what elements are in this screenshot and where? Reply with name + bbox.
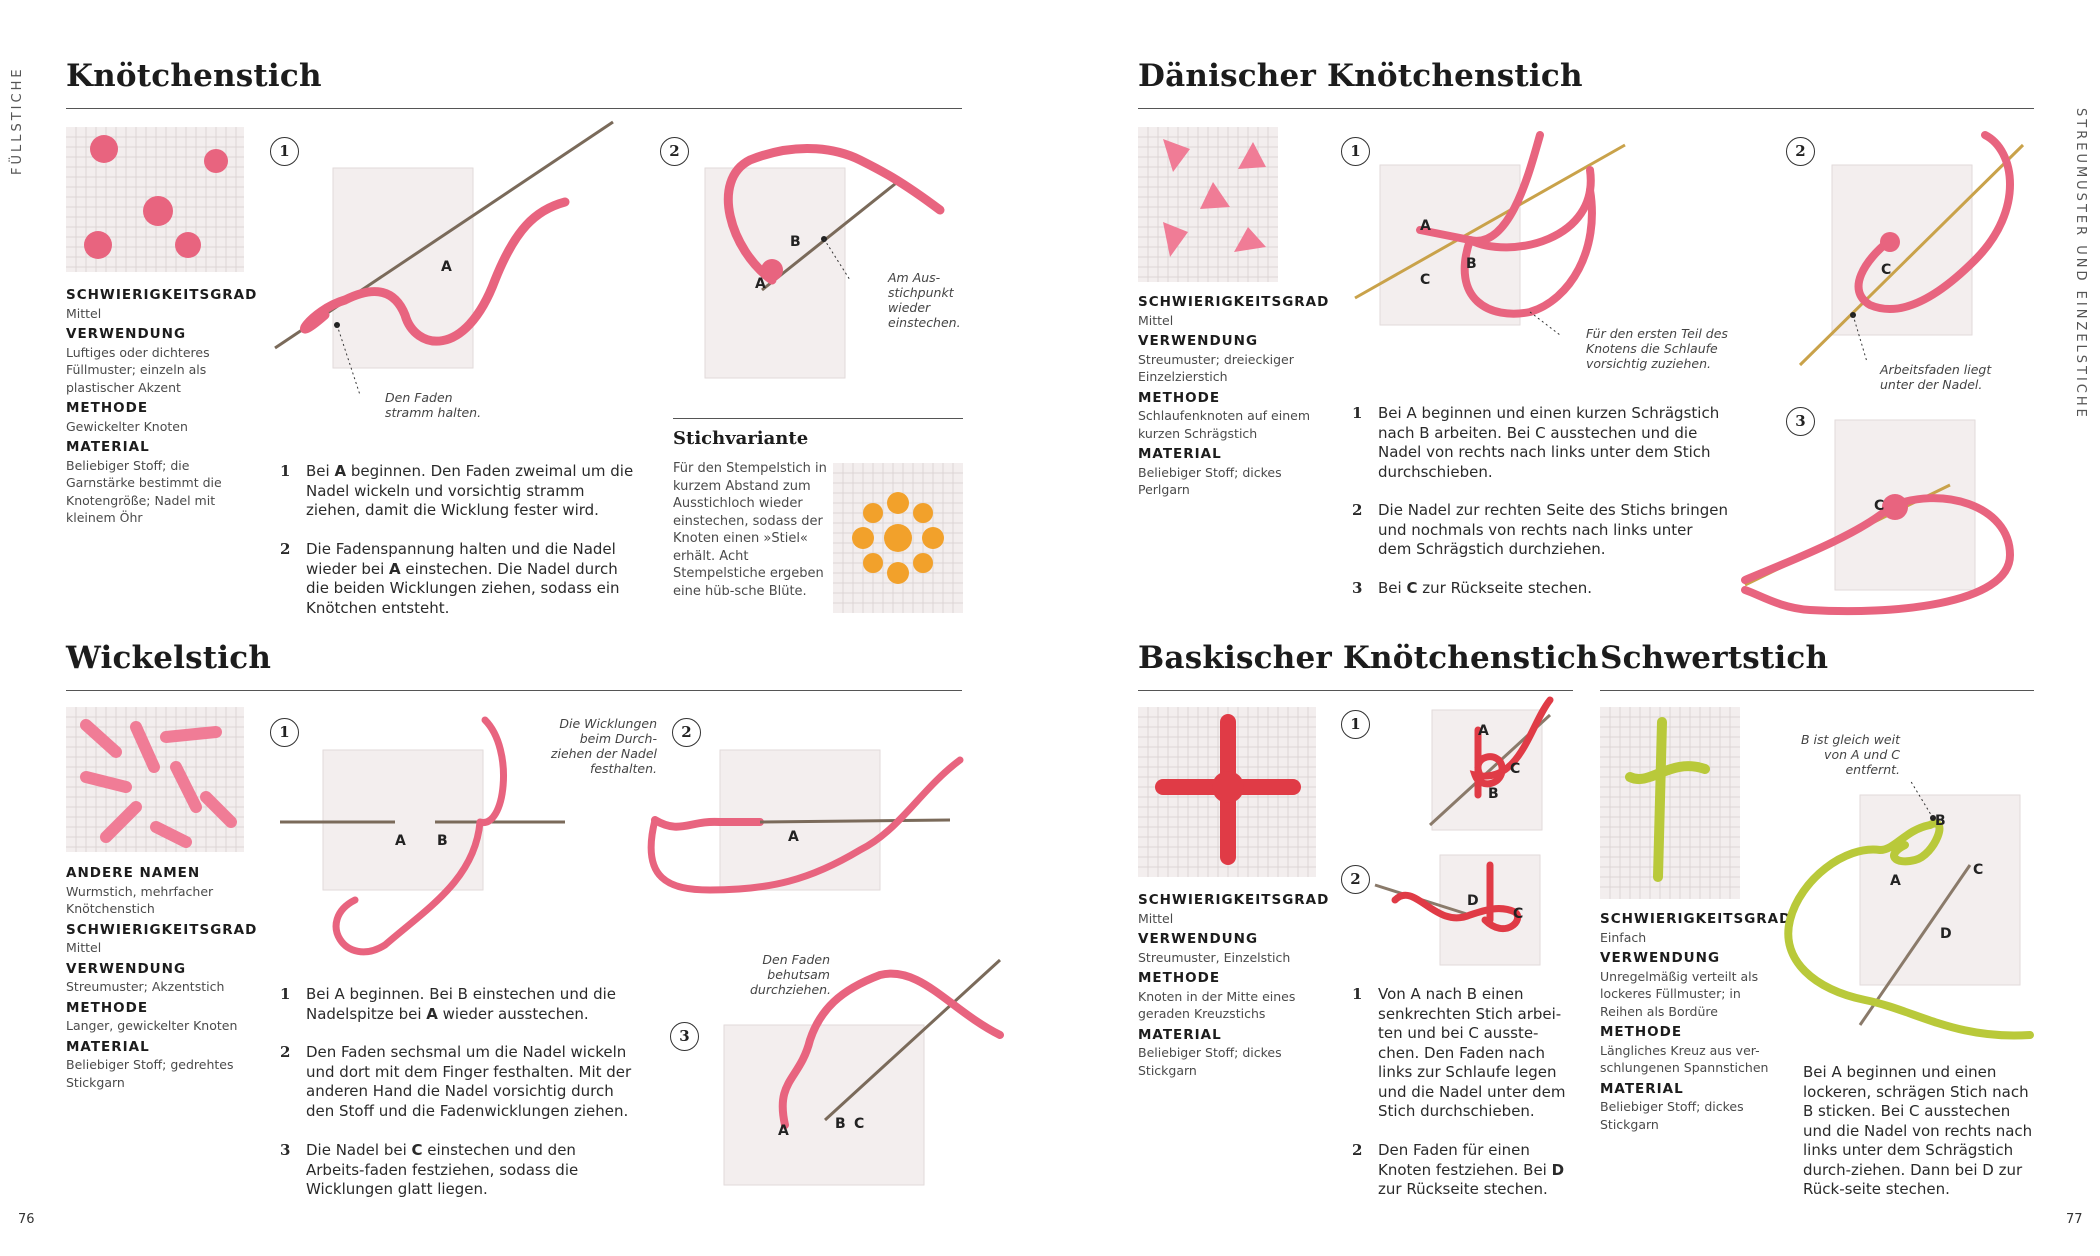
step-text: einstechen und den Arbeits-faden festziehen, sodass die Wicklungen glatt liegen. [306,1141,579,1198]
info-value: Wurmstich, mehrfacher Knötchenstich [66,883,214,916]
info-key: VERWENDUNG [66,960,187,977]
step-text: Den Faden für einen Knoten festziehen. Bei [1378,1141,1552,1179]
step-label: A [334,462,347,480]
svg-text:B: B [1466,256,1477,272]
step-text: Den Faden sechsmal um die Nadel wickeln und dort mit dem Finger festhalten. Mit der anderen Hand die Nadel vorsichtig durch den Stoff und die Fadenwicklungen ziehen. [306,1043,632,1120]
info-value: Beliebiger Stoff; die Garnstärke bestimmt die Knotengröße; Nadel mit kleinem Öhr [66,457,222,525]
svg-text:A: A [778,1123,789,1139]
info-key: VERWENDUNG [1138,333,1259,349]
step-label: C [411,1141,423,1159]
svg-text:B: B [835,1116,846,1132]
step-text: Von A nach B einen senkrechten Stich arbei-ten und bei C ausste-chen. Den Faden nach links zur Schlaufe legen und die Nadel unter dem Stich durchschieben. [1378,985,1566,1120]
basque-step1-illustration [1420,695,1560,835]
wickel-step3-illustration [720,950,1010,1190]
info-value: Einfach [1600,929,1647,945]
wickel-step1-illustration [275,710,575,960]
info-key: SCHWIERIGKEITSGRAD [1600,911,1792,927]
info-value: Streumuster, Einzelstich [1138,949,1291,965]
step-marker-2: 2 [660,137,689,166]
step-number: 1 [1352,404,1363,422]
step-number: 2 [280,1043,291,1061]
knot-sample-image [66,127,244,272]
svg-text:D: D [1467,893,1479,909]
info-value: Mittel [1138,910,1174,926]
knot-note-1: Den Faden stramm halten. [385,390,482,420]
sword-text: Bei A beginnen und einen lockeren, schrägen Stich nach B sticken. Bei C ausstechen und die Nadel von rechts nach links unter dem Schrägstich durch-ziehen. Dann bei D zur Rück-seite stechen. [1803,1063,2033,1198]
svg-text:C: C [854,1116,865,1132]
wickel-step2-illustration [650,740,970,940]
info-value: Gewickelter Knoten [66,418,188,434]
info-key: ANDERE NAMEN [66,865,201,881]
knot-info [66,287,256,527]
info-value: Mittel [66,940,102,955]
info-key: MATERIAL [1138,1026,1222,1043]
svg-text:A: A [395,833,406,849]
danish-step3-illustration [1740,415,2030,620]
divider [66,690,962,691]
wickel-note-2: Den Faden behutsam durchziehen. [750,952,832,997]
info-value: Mittel [66,305,102,321]
info-key: SCHWIERIGKEITSGRAD [66,287,258,303]
variant-divider [673,418,963,419]
info-key: MATERIAL [66,1038,150,1055]
info-key: VERWENDUNG [1138,931,1259,947]
knot-step1-illustration [265,120,625,420]
step-text: wieder ausstechen. [437,1004,589,1023]
danish-note-1: Für den ersten Teil des Knotens die Schlaufe vorsichtig zuziehen. [1586,326,1728,371]
info-key: SCHWIERIGKEITSGRAD [66,921,258,938]
divider [1138,690,1573,691]
danish-step-3 [1352,579,1728,599]
knot-step-2 [280,540,636,618]
step-label: D [1551,1160,1565,1179]
step-marker-3: 3 [1786,407,1815,436]
step-text: Bei [1378,579,1407,597]
step-text: Die Nadel bei [306,1141,412,1159]
step-text: Bei A beginnen. Bei B einstechen und die Nadelspitze bei [306,985,617,1023]
wickel-sample-image [66,707,244,852]
section-title-baskisch: Baskischer Knötchenstich [1138,640,1599,676]
flower-sample-image [833,463,963,613]
svg-text:B: B [1935,813,1946,829]
step-marker-2: 2 [1786,137,1815,166]
step-label: A [389,559,401,578]
info-key: METHODE [66,400,149,416]
section-title-daenisch: Dänischer Knötchenstich [1138,58,1583,94]
info-value: Schlaufenknoten auf einem kurzen Schrägstich [1138,408,1311,441]
svg-text:A: A [1890,873,1901,889]
step-label: A [426,1004,438,1023]
svg-text:A: A [1420,218,1431,234]
step-text: Bei [306,462,335,480]
info-key: METHODE [1138,970,1221,986]
svg-text:A: A [1478,723,1489,739]
info-value: Knoten in der Mitte eines geraden Kreuzstichs [1138,988,1296,1021]
info-value: Langer, gewickelter Knoten [66,1018,238,1033]
step-text: Die Fadenspannung halten und die Nadel wieder bei [306,540,616,578]
sword-note-1: B ist gleich weit von A und C entfernt. [1800,732,1900,777]
step-marker-2: 2 [672,718,701,747]
danish-step1-illustration [1350,130,1650,350]
step-text: beginnen. Den Faden zweimal um die Nadel wickeln und vorsichtig stramm ziehen, damit die Wicklung fester wird. [306,462,634,519]
wickel-step-3 [280,1141,636,1200]
step-label: C [1406,579,1418,597]
wickel-step-2 [280,1043,636,1121]
info-key: MATERIAL [1600,1080,1684,1097]
step-text: zur Rückseite stechen. [1417,579,1593,597]
info-value: Beliebiger Stoff; gedrehtes Stickgarn [66,1057,234,1090]
info-key: SCHWIERIGKEITSGRAD [1138,294,1330,310]
sword-illustration [1785,770,2035,1040]
sword-info [1600,911,1792,1133]
step-marker-1: 1 [270,718,299,747]
danish-step2-illustration [1795,130,2045,370]
side-label-left: FÜLLSTICHE [10,66,25,175]
step-number: 1 [280,462,291,480]
step-text: einstechen. Die Nadel durch die beiden Wicklungen ziehen, sodass ein Knötchen entsteht. [306,559,620,617]
basque-sample-image [1138,707,1316,877]
step-number: 1 [1352,985,1363,1003]
section-title-knotenstich: Knötchenstich [66,58,322,94]
info-value: Längliches Kreuz aus ver-schlungenen Spannstichen [1600,1042,1769,1075]
step-number: 2 [1352,501,1363,519]
step-number: 2 [1352,1141,1363,1159]
danish-sample-image [1138,127,1278,282]
page-number-right: 77 [2066,1212,2083,1227]
svg-text:C: C [1881,262,1892,278]
step-marker-1: 1 [270,137,299,166]
step-number: 3 [1352,579,1363,597]
svg-text:C: C [1510,761,1521,777]
info-key: VERWENDUNG [66,326,187,342]
svg-text:B: B [1488,786,1499,802]
info-key: VERWENDUNG [1600,950,1721,966]
variant-text: Für den Stempelstich in kurzem Abstand zum Ausstichloch wieder einstechen, sodass der Knoten einen »Stiel« erhält. Acht Stempelstiche ergeben eine hüb-sche Blüte. [673,461,827,599]
info-key: SCHWIERIGKEITSGRAD [1138,892,1330,908]
svg-text:B: B [437,833,448,849]
step-number: 3 [280,1141,291,1159]
knot-note-2: Am Aus-stichpunkt wieder einstechen. [888,270,961,330]
variant-title: Stichvariante [673,428,809,449]
info-value: Beliebiger Stoff; dickes Perlgarn [1138,464,1282,497]
step-text: zur Rückseite stechen. [1378,1180,1548,1198]
svg-text:C: C [1420,272,1431,288]
danish-step-2 [1352,501,1728,560]
svg-text:C: C [1973,862,1984,878]
divider [1138,108,2034,109]
step-marker-1: 1 [1341,137,1370,166]
info-key: MATERIAL [66,439,150,455]
basque-step2-illustration [1375,840,1565,970]
info-value: Unregelmäßig verteilt als lockeres Füllmuster; in Reihen als Bordüre [1600,968,1759,1019]
svg-text:C: C [1874,498,1885,514]
step-number: 2 [280,540,291,558]
wickel-info [66,865,256,1091]
svg-text:B: B [790,234,801,250]
knot-step2-illustration [700,140,950,380]
knot-step-1 [280,462,636,521]
danish-info [1138,294,1330,499]
step-number: 1 [280,985,291,1003]
wickel-step-1 [280,985,636,1024]
side-label-right: STREUMUSTER UND EINZELSTICHE [2073,108,2088,420]
basque-step-1 [1352,985,1578,1122]
info-value: Luftiges oder dichteres Füllmuster; einzeln als plastischer Akzent [66,344,210,395]
divider [66,108,962,109]
basque-info [1138,892,1330,1079]
svg-text:D: D [1940,926,1952,942]
section-title-wickelstich: Wickelstich [66,640,272,676]
danish-step-1 [1352,404,1728,482]
svg-text:A: A [788,829,799,845]
svg-text:A: A [755,276,766,292]
danish-note-2: Arbeitsfaden liegt unter der Nadel. [1880,362,1992,392]
divider [1600,690,2034,691]
info-value: Beliebiger Stoff; dickes Stickgarn [1138,1045,1282,1078]
info-key: METHODE [66,999,149,1016]
page-number-left: 76 [18,1212,35,1227]
info-value: Beliebiger Stoff; dickes Stickgarn [1600,1099,1744,1132]
info-value: Mittel [1138,312,1174,328]
info-key: METHODE [1600,1024,1683,1040]
svg-text:A: A [441,259,452,275]
step-marker-2: 2 [1341,865,1370,894]
step-marker-3: 3 [670,1022,699,1051]
info-value: Streumuster; Akzentstich [66,979,225,994]
basque-step-2 [1352,1141,1578,1200]
info-key: METHODE [1138,389,1221,406]
sword-sample-image [1600,707,1740,899]
svg-text:C: C [1513,906,1524,922]
section-title-schwertstich: Schwertstich [1600,640,1829,676]
step-text: Die Nadel zur rechten Seite des Stichs bringen und nochmals von rechts nach links unter dem Schrägstich durchziehen. [1378,501,1728,558]
step-text: Bei A beginnen und einen kurzen Schrägstich nach B arbeiten. Bei C ausstechen und die Nadel von rechts nach links unter dem Stich durchschieben. [1378,404,1720,481]
info-value: Streumuster; dreieckiger Einzelzierstich [1138,351,1294,384]
wickel-note-1: Die Wicklungen beim Durch-ziehen der Nadel festhalten. [550,716,657,776]
step-marker-1: 1 [1341,710,1370,739]
info-key: MATERIAL [1138,446,1222,462]
